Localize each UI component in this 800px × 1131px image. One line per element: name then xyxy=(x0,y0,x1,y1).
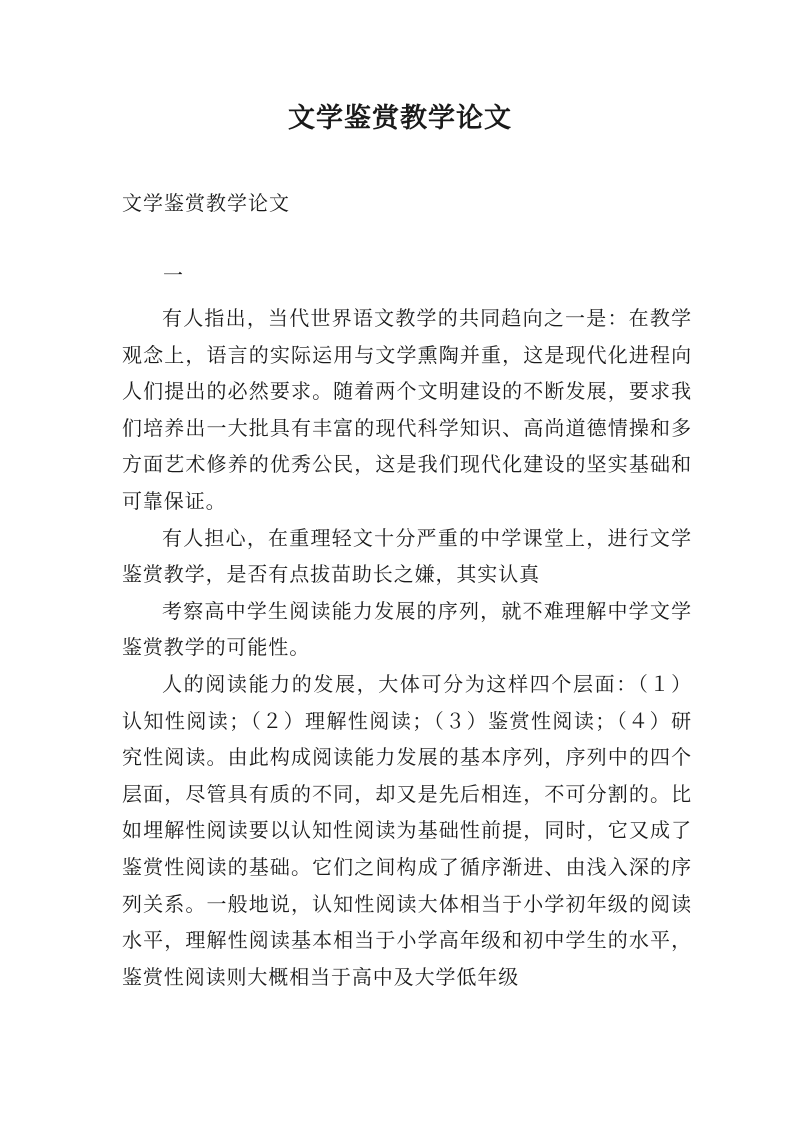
paragraph-4: 人的阅读能力的发展，大体可分为这样四个层面：（１）认知性阅读；（２）理解性阅读；（３）鉴赏性阅读；（４）研究性阅读。由此构成阅读能力发展的基本序列，序列中的四个层面，尽管具有质的不同，却又是先后相连，不可分割的。比如埋解性阅读要以认知性阅读为基础性前提，同时，它又成了鉴赏性阅读的基础。它们之间构成了循序渐进、由浅入深的序列关系。一般地说，认知性阅读大体相当于小学初年级的阅读水平，理解性阅读基本相当于小学高年级和初中学生的水平，鉴赏性阅读则大概相当于高中及大学低年级 xyxy=(122,671,692,989)
section-number: 一 xyxy=(163,263,183,287)
paragraph-1: 有人指出，当代世界语文教学的共同趋向之一是：在教学观念上，语言的实际运用与文学熏陶并重，这是现代化进程向人们提出的必然要求。随着两个文明建设的不断发展，要求我们培养出一大批具有丰富的现代科学知识、高尚道德情操和多方面艺术修养的优秀公民，这是我们现代化建设的坚实基础和可靠保证。 xyxy=(122,306,692,513)
paragraph-2: 有人担心，在重理轻文十分严重的中学课堂上，进行文学鉴赏教学，是否有点拔苗助长之嫌，其实认真 xyxy=(122,525,692,587)
body-text xyxy=(122,300,692,995)
document-subtitle: 文学鉴赏教学论文 xyxy=(122,191,290,215)
paragraph-3: 考察高中学生阅读能力发展的序列，就不难理解中学文学鉴赏教学的可能性。 xyxy=(122,598,692,660)
document-title: 文学鉴赏教学论文 xyxy=(288,103,512,134)
